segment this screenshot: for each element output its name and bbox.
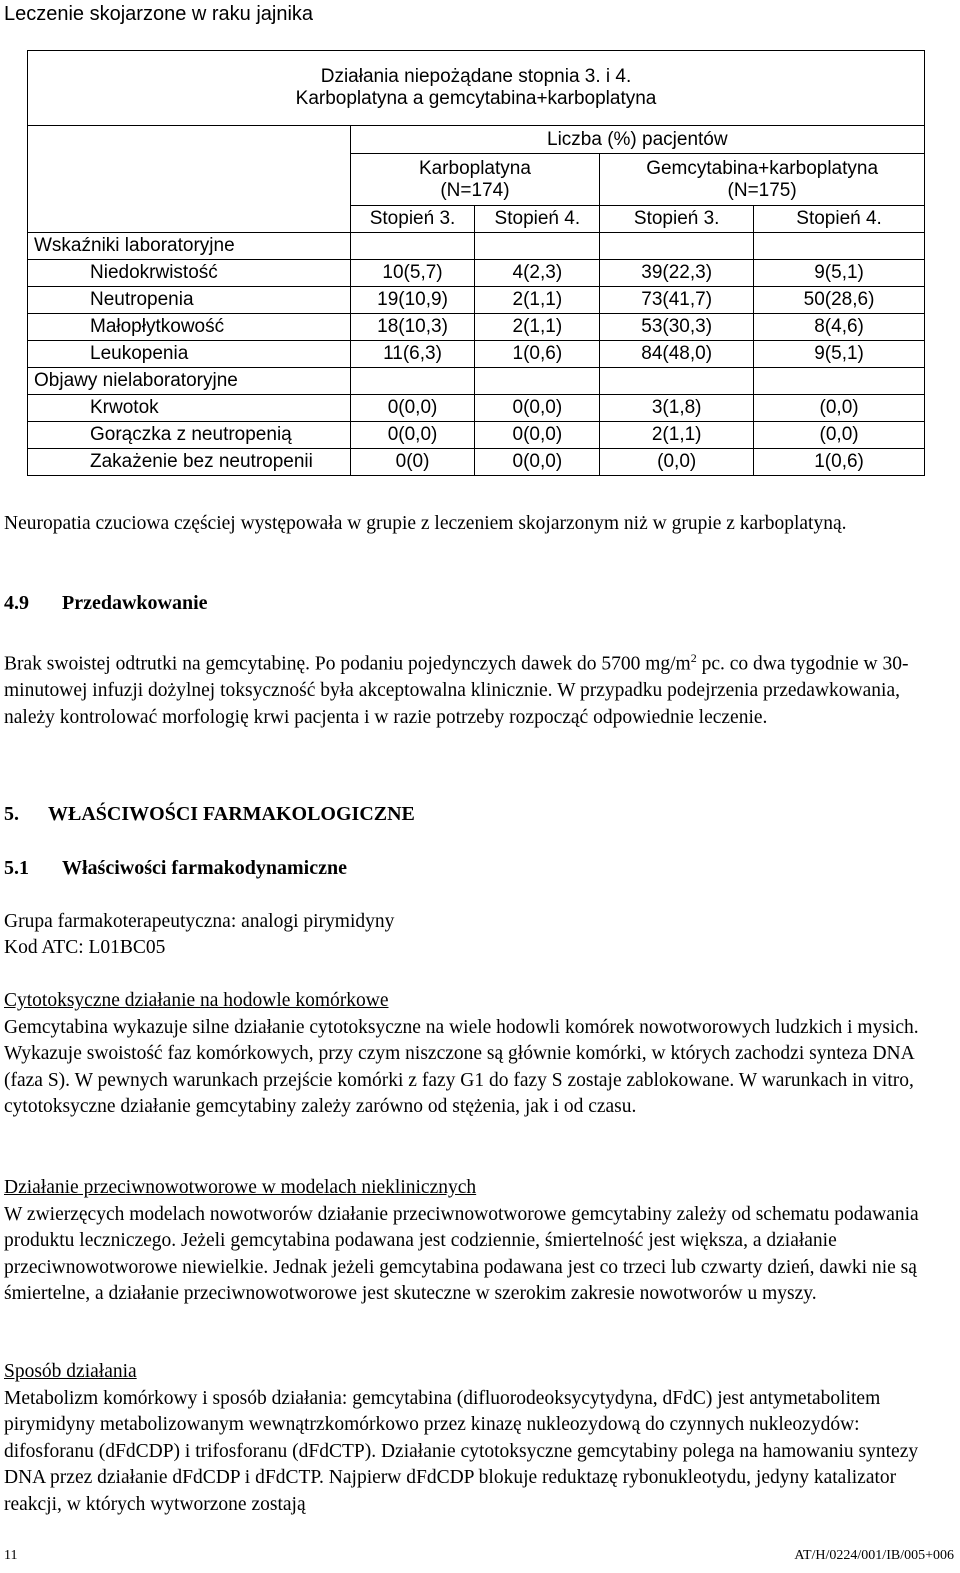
group-name: Karboplatyna	[418, 157, 531, 179]
table-row	[28, 449, 925, 476]
row-label: Krwotok	[28, 395, 351, 422]
section-label: Wskaźniki laboratoryjne	[28, 233, 351, 260]
row-label: Zakażenie bez neutropenii	[28, 449, 351, 476]
section-label: Objawy nielaboratoryjne	[28, 368, 351, 395]
cell-value: 18(10,3)	[350, 314, 475, 341]
cell-value: 1(0,6)	[475, 341, 600, 368]
table-title-line2: Karboplatyna a gemcytabina+karboplatyna	[295, 88, 657, 109]
paragraph-text: Gemcytabina wykazuje silne działanie cytotoksyczne na wiele hodowli komórek nowotworowych ludzkich i mysich. Wykazuje swoistość faz komórkowych, przy czym niszczone są głównie komórki, w których zachodzi synteza DNA (faza S). W pewnych warunkach przejście komórki z fazy G1 do fazy S zostaje zablokowane. W warunkach in vitro, cytotoksyczne działanie gemcytabiny zależy zarówno od stężenia, jak i od czasu.	[4, 1016, 919, 1117]
paragraph-heading: Sposób działania	[4, 1361, 137, 1382]
section-5-heading	[4, 803, 415, 826]
overdose-paragraph	[4, 645, 929, 731]
table-title-line1: Działania niepożądane stopnia 3. i 4.	[320, 66, 632, 87]
cell-value: 2(1,1)	[475, 287, 600, 314]
document-code: AT/H/0224/001/IB/005+006	[794, 1548, 954, 1563]
page-header-title: Leczenie skojarzone w raku jajnika	[4, 3, 314, 25]
cell-value: 73(41,7)	[600, 287, 754, 314]
cell-value: (0,0)	[754, 395, 925, 422]
cell-value: 0(0)	[350, 449, 475, 476]
row-label: Małopłytkowość	[28, 314, 351, 341]
group-n: (N=175)	[727, 179, 797, 201]
table-row	[28, 314, 925, 341]
cell-value: 53(30,3)	[600, 314, 754, 341]
grade-header: Stopień 3.	[350, 206, 475, 233]
mechanism-paragraph	[4, 1359, 929, 1518]
cell-value: 3(1,8)	[600, 395, 754, 422]
paragraph-heading: Działanie przeciwnowotworowe w modelach nieklinicznych	[4, 1177, 477, 1198]
cell-value: 19(10,9)	[350, 287, 475, 314]
cell-value: 2(1,1)	[600, 422, 754, 449]
group-n: (N=174)	[440, 179, 510, 201]
section-title: WŁAŚCIWOŚCI FARMAKOLOGICZNE	[48, 803, 415, 825]
cell-value: 1(0,6)	[754, 449, 925, 476]
row-label: Gorączka z neutropenią	[28, 422, 351, 449]
neuropathy-paragraph: Neuropatia czuciowa częściej występowała w grupie z leczeniem skojarzonym niż w grupie z karboplatyną.	[4, 513, 847, 534]
overdose-text-b: pc. co dwa tygodnie w 30-minutowej infuzji dożylnej toksyczność była akceptowalna klinicznie. W przypadku podejrzenia przedawkowania, należy kontrolować morfologię krwi pacjenta i w razie potrzeby rozpocząć odpowiednie leczenie.	[4, 653, 909, 728]
section-4-9-heading	[4, 592, 208, 615]
section-number: 5.1	[4, 857, 29, 879]
section-number: 5.	[4, 803, 19, 825]
superscript: 2	[690, 651, 697, 665]
section-5-1-heading	[4, 857, 347, 880]
grade-header: Stopień 4.	[754, 206, 925, 233]
cell-value: (0,0)	[600, 449, 754, 476]
table-title-row	[28, 51, 925, 126]
cell-value: 84(48,0)	[600, 341, 754, 368]
section-number: 4.9	[4, 592, 29, 614]
group-header-gemcitabine-carboplatin	[600, 154, 925, 206]
overdose-text-a: Brak swoistej odtrutki na gemcytabinę. Po podaniu pojedynczych dawek do 5700 mg/m	[4, 653, 691, 675]
cell-value: 11(6,3)	[350, 341, 475, 368]
cell-value: 4(2,3)	[475, 260, 600, 287]
cell-value: 10(5,7)	[350, 260, 475, 287]
cell-value: 50(28,6)	[754, 287, 925, 314]
cell-value: 0(0,0)	[350, 422, 475, 449]
cell-value: 0(0,0)	[475, 449, 600, 476]
grade-header: Stopień 3.	[600, 206, 754, 233]
section-row	[28, 368, 925, 395]
table-row	[28, 287, 925, 314]
paragraph-heading: Cytotoksyczne działanie na hodowle komórkowe	[4, 990, 389, 1011]
table-row	[28, 395, 925, 422]
section-title: Przedawkowanie	[62, 592, 208, 614]
cell-value: 39(22,3)	[600, 260, 754, 287]
table-row	[28, 422, 925, 449]
row-label: Niedokrwistość	[28, 260, 351, 287]
cytotoxic-paragraph	[4, 988, 929, 1121]
antitumor-paragraph	[4, 1175, 929, 1308]
table-row	[28, 260, 925, 287]
group-header-carboplatin	[350, 154, 600, 206]
cell-value: 8(4,6)	[754, 314, 925, 341]
cell-value: (0,0)	[754, 422, 925, 449]
row-label: Leukopenia	[28, 341, 351, 368]
cell-value: 0(0,0)	[475, 422, 600, 449]
cell-value: 9(5,1)	[754, 341, 925, 368]
count-header: Liczba (%) pacjentów	[350, 126, 924, 154]
table-row	[28, 341, 925, 368]
atc-code: Kod ATC: L01BC05	[4, 937, 166, 958]
section-row	[28, 233, 925, 260]
paragraph-text: Metabolizm komórkowy i sposób działania: gemcytabina (difluorodeoksycytydyna, dFdC) jest antymetabolitem pirymidyny metabolizowanym wewnątrzkomórkowo przez kinazę nukleozydową do czynnych nukleozydów: difosforanu (dFdCDP) i trifosforanu (dFdCTP). Działanie cytotoksyczne gemcytabiny polega na hamowaniu syntezy DNA przez działanie dFdCDP i dFdCTP. Najpierw dFdCDP blokuje reduktazę rybonukleotydu, jedyny katalizator reakcji, w których wytworzone zostają	[4, 1387, 919, 1515]
table-title-cell	[28, 51, 925, 126]
adverse-events-table	[27, 50, 925, 476]
cell-value: 2(1,1)	[475, 314, 600, 341]
cell-value: 9(5,1)	[754, 260, 925, 287]
empty-header-cell	[28, 126, 351, 233]
row-label: Neutropenia	[28, 287, 351, 314]
grade-header: Stopień 4.	[475, 206, 600, 233]
cell-value: 0(0,0)	[350, 395, 475, 422]
pharmaco-group: Grupa farmakoterapeutyczna: analogi pirymidyny	[4, 911, 395, 932]
cell-value: 0(0,0)	[475, 395, 600, 422]
page-number: 11	[4, 1548, 18, 1563]
group-name: Gemcytabina+karboplatyna	[646, 157, 879, 179]
section-title: Właściwości farmakodynamiczne	[62, 857, 347, 879]
paragraph-text: W zwierzęcych modelach nowotworów działanie przeciwnowotworowe gemcytabiny zależy od schematu podawania produktu leczniczego. Jeżeli gemcytabina podawana jest codziennie, śmiertelność jest większa, a działanie przeciwnowotworowe niewielkie. Jednak jeżeli gemcytabina podawana jest co trzeci lub czwarty dzień, dawki nie są śmiertelne, a działanie przeciwnowotworowe jest skuteczne w szerokim zakresie nowotworów u myszy.	[4, 1203, 919, 1304]
